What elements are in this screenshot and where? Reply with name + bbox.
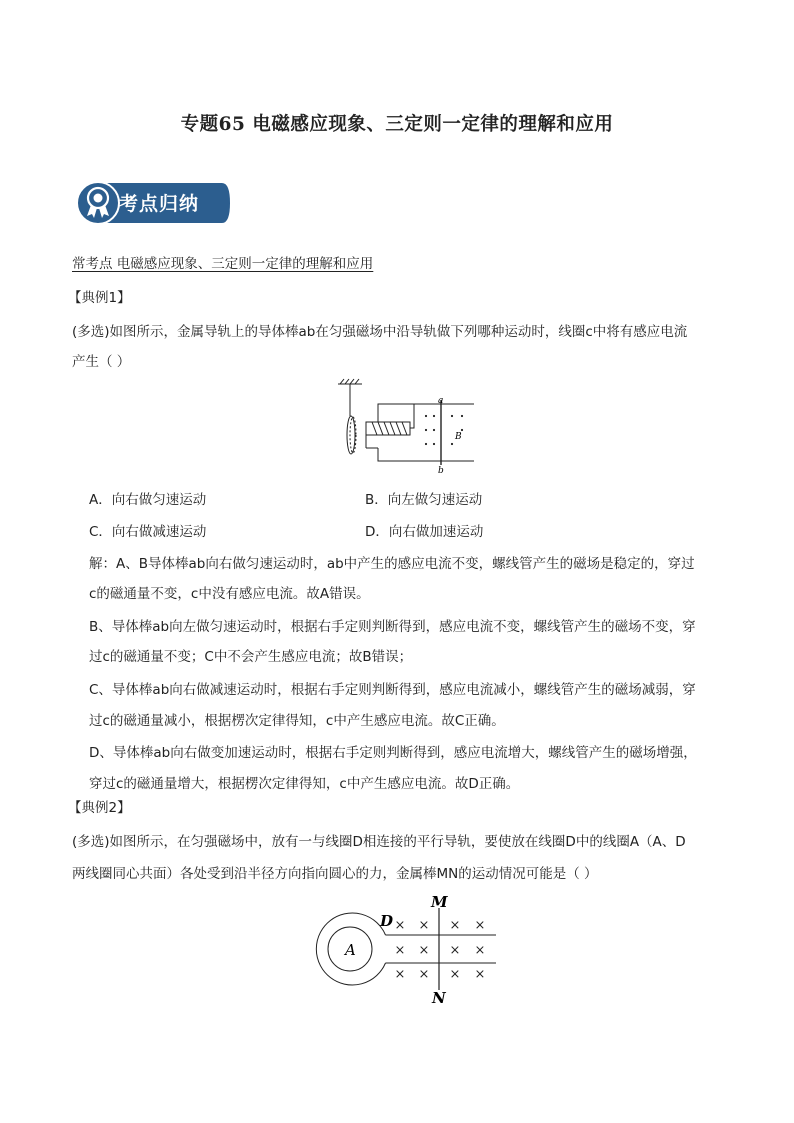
- label-N: N: [432, 989, 446, 1006]
- option-a: A．向右做匀速运动: [89, 492, 207, 508]
- svg-text:×: ×: [474, 967, 486, 982]
- example1-figure: [330, 378, 480, 474]
- solution-line: 解：A、B导体棒ab向右做匀速运动时，ab中产生的感应电流不变，螺线管产生的磁场是稳定的，穿过: [89, 556, 695, 572]
- example2-label: 【典例2】: [68, 800, 131, 816]
- svg-text:×: ×: [474, 943, 486, 958]
- example2-question-line: (多选)如图所示，在匀强磁场中，放有一与线圈D相连接的平行导轨，要使放在线圈D中的线圈A（A、D: [72, 834, 686, 850]
- page-title: 专题65 电磁感应现象、三定则一定律的理解和应用: [180, 114, 614, 135]
- solution-line: 过c的磁通量减小，根据楞次定律得知，c中产生感应电流。故C正确。: [89, 713, 505, 729]
- example1-question-line: 产生（ ）: [72, 354, 131, 370]
- badge-label: 考点归纳: [119, 193, 200, 215]
- solution-line: 穿过c的磁通量增大，根据楞次定律得知，c中产生感应电流。故D正确。: [89, 776, 520, 792]
- svg-text:×: ×: [394, 943, 406, 958]
- solution-line: B、导体棒ab向左做匀速运动时，根据右手定则判断得到，感应电流不变，螺线管产生的磁场不变，穿: [89, 619, 696, 635]
- label-A: A: [345, 941, 356, 959]
- option-d: D．向右做加速运动: [365, 524, 484, 540]
- option-c: C．向右做减速运动: [89, 524, 207, 540]
- svg-text:×: ×: [449, 943, 461, 958]
- svg-text:×: ×: [394, 967, 406, 982]
- option-b: B．向左做匀速运动: [365, 492, 483, 508]
- label-D: D: [380, 912, 394, 930]
- example2-figure: [310, 892, 502, 1006]
- example2-question-line: 两线圈同心共面）各处受到沿半径方向指向圆心的力，金属棒MN的运动情况可能是（ ）: [72, 866, 598, 882]
- svg-text:×: ×: [449, 967, 461, 982]
- solution-line: 过c的磁通量不变；C中不会产生感应电流；故B错误；: [89, 649, 413, 665]
- label-B: B: [455, 432, 462, 442]
- svg-text:×: ×: [394, 918, 406, 933]
- svg-text:×: ×: [418, 967, 430, 982]
- svg-text:×: ×: [474, 918, 486, 933]
- svg-text:×: ×: [418, 943, 430, 958]
- solution-line: C、导体棒ab向右做减速运动时，根据右手定则判断得到，感应电流减小，螺线管产生的磁场减弱，穿: [89, 682, 696, 698]
- example1-question-line: (多选)如图所示，金属导轨上的导体棒ab在匀强磁场中沿导轨做下列哪种运动时，线圈c中将有感应电流: [72, 324, 688, 340]
- solution-line: c的磁通量不变，c中没有感应电流。故A错误。: [89, 586, 370, 602]
- label-M: M: [431, 893, 448, 911]
- section-title: 常考点 电磁感应现象、三定则一定律的理解和应用: [72, 256, 374, 272]
- label-a: a: [438, 396, 444, 406]
- example1-label: 【典例1】: [68, 290, 131, 306]
- solution-line: D、导体棒ab向右做变加速运动时，根据右手定则判断得到，感应电流增大，螺线管产生的磁场增强，: [89, 745, 697, 761]
- svg-text:×: ×: [418, 918, 430, 933]
- label-b: b: [438, 466, 444, 474]
- coil-c: [347, 416, 355, 454]
- svg-text:×: ×: [449, 918, 461, 933]
